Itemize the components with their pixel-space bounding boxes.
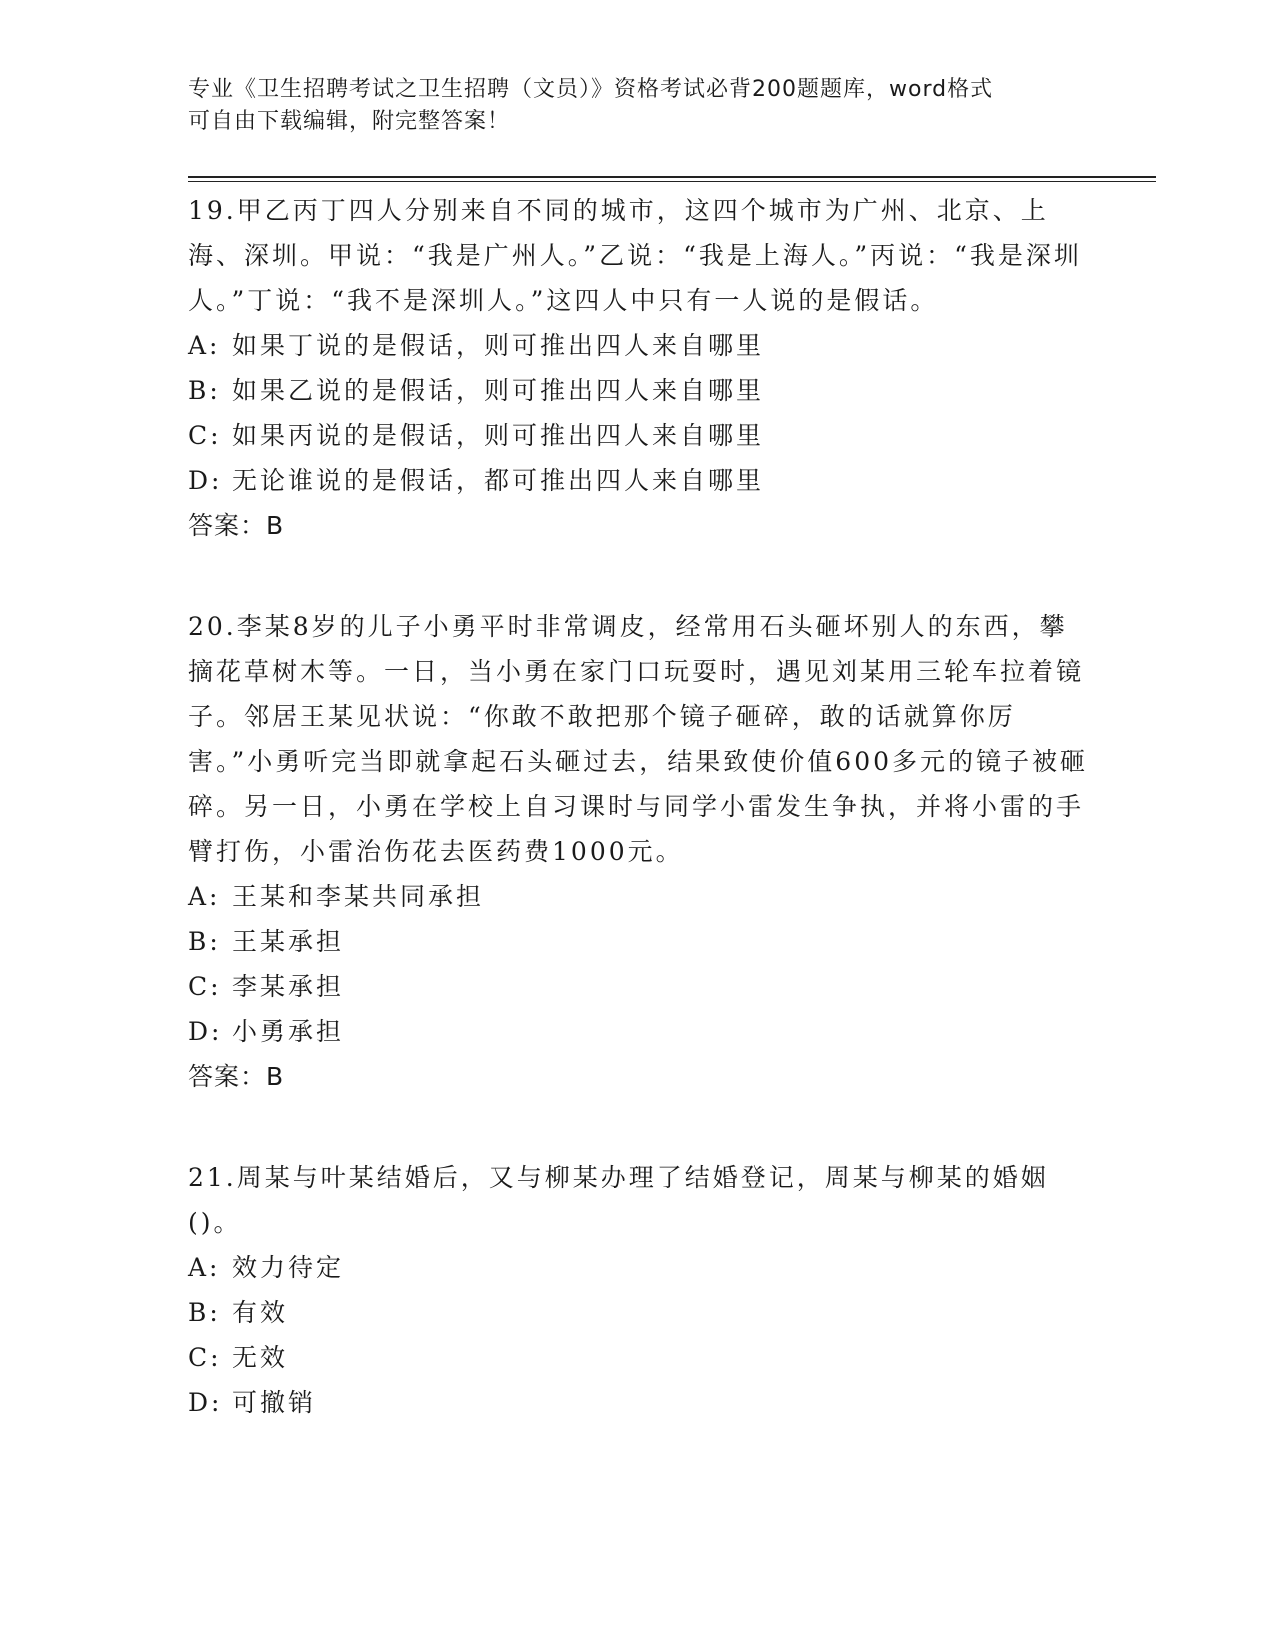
option-b bbox=[188, 919, 1088, 964]
option-key: B: bbox=[188, 1298, 221, 1327]
option-text: 如果乙说的是假话，则可推出四人来自哪里 bbox=[232, 376, 765, 405]
option-c bbox=[188, 413, 1088, 458]
questions-list bbox=[188, 188, 1088, 1481]
option-c bbox=[188, 1335, 1088, 1380]
option-text: 王某和李某共同承担 bbox=[232, 882, 485, 911]
header-title-line2: 可自由下载编辑，附完整答案！ bbox=[188, 109, 511, 134]
option-d bbox=[188, 1380, 1088, 1425]
option-text: 王某承担 bbox=[232, 927, 345, 956]
option-text: 无效 bbox=[232, 1343, 289, 1372]
option-key: C: bbox=[188, 1343, 222, 1372]
option-text: 李某承担 bbox=[232, 972, 345, 1001]
option-a bbox=[188, 1245, 1088, 1290]
option-d bbox=[188, 1009, 1088, 1054]
answer-line: 答案：B bbox=[188, 511, 285, 540]
option-text: 有效 bbox=[232, 1298, 289, 1327]
option-c bbox=[188, 964, 1088, 1009]
option-key: B: bbox=[188, 927, 221, 956]
answer-line: 答案：B bbox=[188, 1062, 285, 1091]
question-stem: 21.周某与叶某结婚后，又与柳某办理了结婚登记，周某与柳某的婚姻()。 bbox=[188, 1163, 1049, 1237]
option-a bbox=[188, 323, 1088, 368]
option-text: 效力待定 bbox=[232, 1253, 345, 1282]
option-a bbox=[188, 874, 1088, 919]
option-text: 如果丁说的是假话，则可推出四人来自哪里 bbox=[232, 331, 765, 360]
option-key: C: bbox=[188, 972, 222, 1001]
option-key: D: bbox=[188, 1388, 223, 1417]
question-20 bbox=[188, 604, 1088, 1099]
option-text: 无论谁说的是假话，都可推出四人来自哪里 bbox=[232, 466, 765, 495]
option-key: D: bbox=[188, 466, 223, 495]
option-text: 小勇承担 bbox=[232, 1017, 345, 1046]
option-key: D: bbox=[188, 1017, 223, 1046]
option-text: 可撤销 bbox=[232, 1388, 317, 1417]
option-b bbox=[188, 1290, 1088, 1335]
option-key: B: bbox=[188, 376, 221, 405]
option-key: C: bbox=[188, 421, 222, 450]
question-stem: 19.甲乙丙丁四人分别来自不同的城市，这四个城市为广州、北京、上海、深圳。甲说：“我是广州人。”乙说：“我是上海人。”丙说：“我是深圳人。”丁说：“我不是深圳人。”这四人中只有一人说的是假话。 bbox=[188, 196, 1082, 315]
header-title-line1: 专业《卫生招聘考试之卫生招聘（文员）》资格考试必背200题题库，word格式 bbox=[188, 77, 994, 102]
option-key: A: bbox=[188, 1253, 221, 1282]
header-divider bbox=[188, 176, 1156, 182]
option-b bbox=[188, 368, 1088, 413]
option-key: A: bbox=[188, 331, 221, 360]
option-key: A: bbox=[188, 882, 221, 911]
question-stem: 20.李某8岁的儿子小勇平时非常调皮，经常用石头砸坏别人的东西，攀摘花草树木等。一日，当小勇在家门口玩耍时，遇见刘某用三轮车拉着镜子。邻居王某见状说：“你敢不敢把那个镜子砸碎，敢的话就算你厉害。”小勇听完当即就拿起石头砸过去，结果致使价值600多元的镜子被砸碎。另一日，小勇在学校上自习课时与同学小雷发生争执，并将小雷的手臂打伤，小雷治伤花去医药费1000元。 bbox=[188, 612, 1089, 866]
option-text: 如果丙说的是假话，则可推出四人来自哪里 bbox=[232, 421, 765, 450]
page-header bbox=[188, 74, 1068, 138]
option-d bbox=[188, 458, 1088, 503]
question-21 bbox=[188, 1155, 1088, 1425]
question-19 bbox=[188, 188, 1088, 548]
